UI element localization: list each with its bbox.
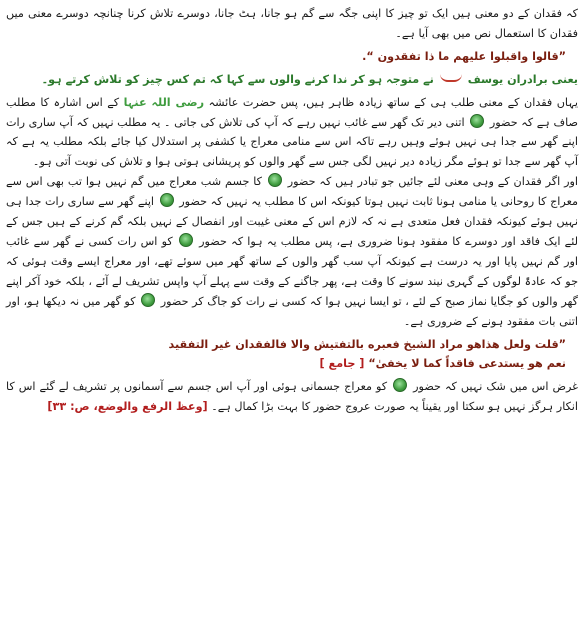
arabic-commentary-quote	[6, 335, 578, 355]
verse-translation	[6, 70, 578, 90]
salawat-honorific-icon	[268, 173, 282, 187]
salawat-honorific-icon	[470, 114, 484, 128]
paragraph-text-c: اتنی دیر تک گھر سے غائب نہیں رہے کہ آپ کی تلاش کی جاتی ۔ یہ مطلب نہیں کہ آپ ساری رات اپنے گھر سے جدا ہی نہیں ہوئے وہیں رہے تاکہ اس سے منامی معراج یا کشفی پر استدلال کیا جائے بلکہ مطلب یہ ہے کہ آپ گھر سے جدا تو ہوئے مگر زیادہ دیر نہیں لگی جس سے گھر والوں کو پریشانی ہوتی ہوا و تلاش کی نوبت آتی ہو۔	[6, 115, 578, 169]
quran-quote-text: ”قالوا واقبلوا علیهم ما ذا تفقدون “.	[362, 49, 566, 63]
paragraph-text-e: کو گھر میں نہ دیکھا ہو، اور اتنی بات مفقود ہونے کے ضروری ہے۔	[6, 294, 578, 328]
paragraph-conclusion	[6, 377, 578, 417]
salawat-honorific-icon	[393, 378, 407, 392]
paragraph-physical-miraj	[6, 172, 578, 331]
paragraph-text-a: غرض اس میں شک نہیں کہ حضور	[413, 380, 579, 394]
paragraph-meaning-of-fuqdan	[6, 4, 578, 44]
paragraph-text-a: یہاں فقدان کے معنی طلب ہی کے ساتھ زیادہ ظاہر ہیں، پس حضرت عائشہ	[208, 95, 578, 109]
paragraph-text-c: اپنے گھر سے ساری رات جدا ہی نہیں ہوئے کیونکہ فقدان فعل متعدی ہے نہ کہ لازم اس کے معنی غیبت اور انفصال کے نہیں بلکہ گم کرنے کے ہیں جس کے لئے ایک فاقد اور دوسرے کا مفقود ہونا ضروری ہے، پس مطلب یہ ہوا کہ حضور	[6, 195, 578, 248]
arabic-quote-line-2: نعم هو يستدعى فاقداً كما لا يخفىٰ“	[368, 357, 566, 371]
salawat-honorific-icon	[141, 293, 155, 307]
paragraph-text: کہ فقدان کے دو معنی ہیں ایک تو چیز کا اپنی جگہ سے گم ہو جانا، ہٹ جانا، دوسرے تلاش کرنا چنانچہ دوسرے معنی میں فقدان کا استعمال نص میں بھی آیا ہے۔	[6, 7, 578, 40]
paragraph-text-b: کا جسم شب معراج میں گم نہیں ہوا تب بھی اس سے معراج کا روحانی یا منامی ہونا ثابت نہیں ہوتا کیونکہ اس کا مطلب یہ نہیں کہ حضور	[6, 175, 578, 209]
arabic-quote-line-1: ”قلت ولعل هذاهو مراد الشيخ فعبره بالتفتيش والا فالفقدان غير التفقيد	[168, 337, 566, 351]
paragraph-aisha-explanation	[6, 93, 578, 173]
alayhis-salam-honorific-icon	[440, 70, 462, 82]
arabic-commentary-quote-continued	[6, 354, 578, 374]
verse-translation-start: یعنی برادران یوسف	[467, 72, 578, 86]
verse-translation-end: نے متوجہ ہو کر ندا کرنے والوں سے کہا کہ تم کس چیز کو تلاش کرتے ہو۔	[41, 72, 434, 86]
paragraph-text-b: کے اس اشارہ کا مطلب صاف ہے کہ حضور	[6, 95, 578, 129]
paragraph-text-d: کو اس رات کسی نے گھر سے غائب اور گم نہیں پایا اور یہ درست ہے کیونکہ آپ سب گھر والوں کے ساتھ گھر میں سوئے تھے، اور معراج ایسے وقت ہوئی کہ جو کہ عادۃً لوگوں کے گہری نیند سونے کا وقت ہے، پھر جاگنے کے وقت سے پہلے آپ واپس تشریف لے آئے ، بلکہ خود آکر اپنے گھر والوں کو جگایا نماز صبح کے لئے ، تو ایسا نہیں ہوا کہ کسی نے رات کو جاگ کر حضور	[6, 234, 578, 308]
salawat-honorific-icon	[160, 193, 174, 207]
paragraph-text-a: اور اگر فقدان کے وہی معنی لئے جائیں جو تبادر ہیں کہ حضور	[287, 175, 578, 189]
quran-quote	[6, 47, 578, 67]
paragraph-text-b: کو معراج جسمانی ہوئی اور آپ اس جسم سے آسمانوں پر تشریف لے گئے اس کا انکار ہرگز نہیں ہو سکتا اور یقیناً یہ صورت عروج حضور کا بہت بڑا کمال ہے۔	[6, 380, 578, 414]
radiallahu-anha-honorific-icon: رضی اللہ عنہا	[123, 95, 205, 109]
salawat-honorific-icon	[179, 233, 193, 247]
source-reference-waaz: [وعظ الرفع والوضع، ص: ۳۳]	[47, 400, 208, 414]
source-reference-jami: [ جامع ]	[319, 357, 365, 371]
